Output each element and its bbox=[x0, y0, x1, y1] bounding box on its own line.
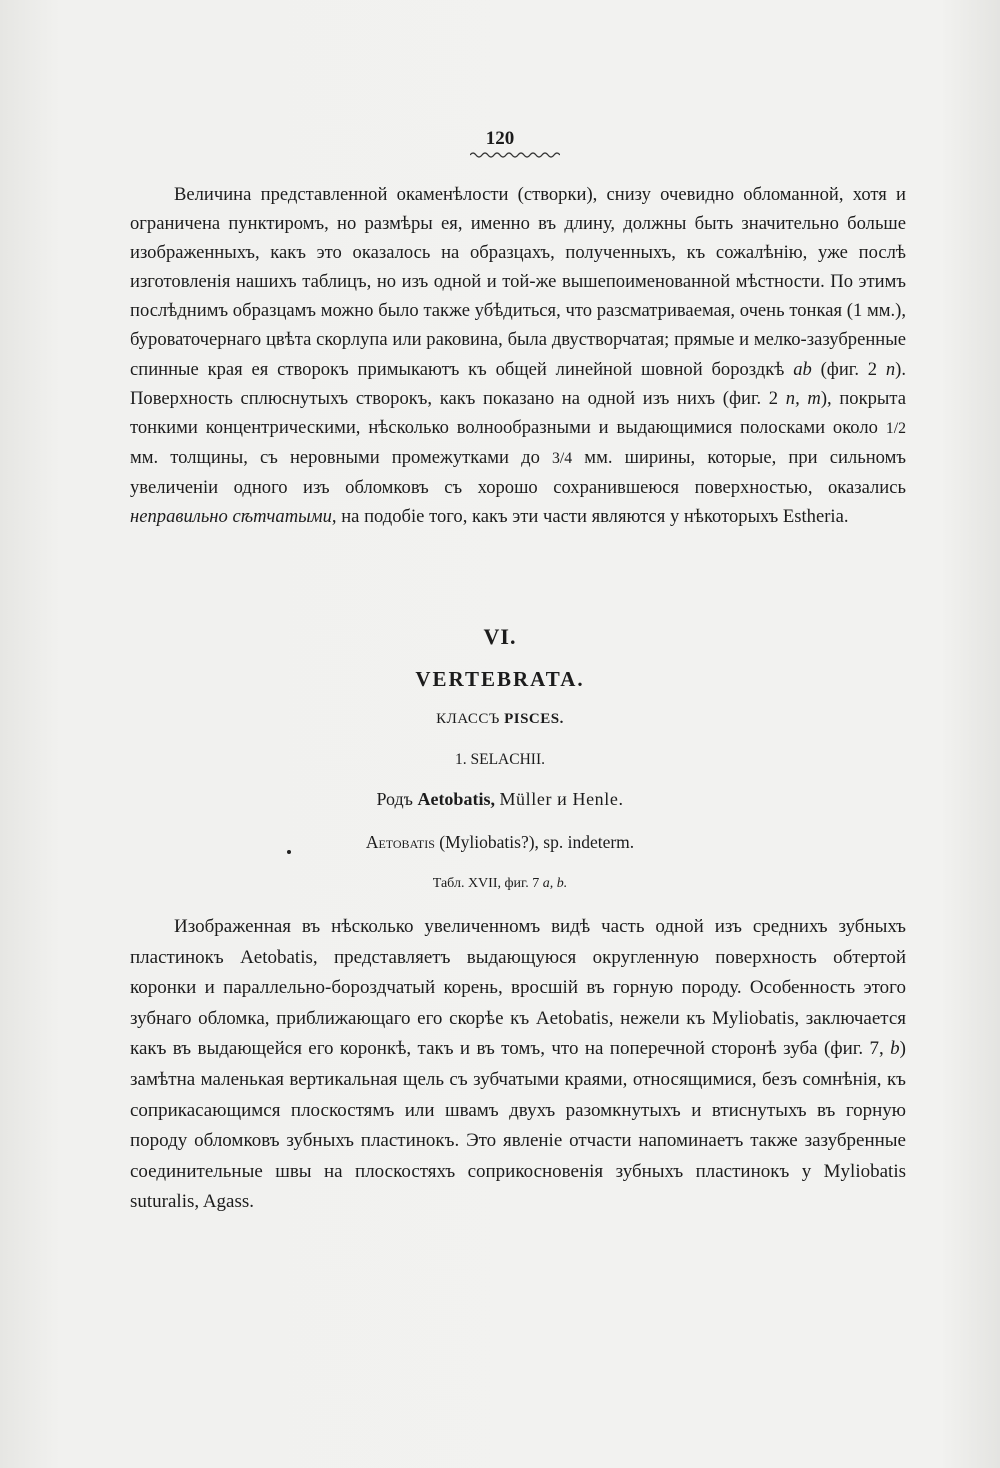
section-number: VI. bbox=[483, 624, 517, 649]
fraction-three-quarters: 3/4 bbox=[552, 449, 573, 467]
order-heading: 1. SELACHII. bbox=[455, 751, 545, 768]
italic-ab: ab bbox=[793, 358, 812, 380]
fraction-half: 1/2 bbox=[885, 419, 906, 437]
page-number: 120 bbox=[485, 128, 515, 149]
species-heading: Aetobatis (Myliobatis?), sp. indeterm. bbox=[365, 832, 635, 852]
genus-heading: Родъ Aetobatis, Müller и Henle. bbox=[376, 789, 624, 809]
plate-reference: Табл. XVII, фиг. 7 a, b. bbox=[432, 876, 568, 891]
class-heading: КЛАССЪ PISCES. bbox=[436, 711, 564, 727]
aetobatis-paragraph: Изображенная въ нѣсколько увеличенномъ видѣ часть одной изъ среднихъ зубныхъ пластинокъ Aetobatis, представляетъ выдающуюся округленную поверхность обтертой коронки и параллельно-бороздчатый корень, вросшій въ горную породу. Особенность этого зубнаго обломка, приближающаго его скорѣе къ Aetobatis, нежели къ Myliobatis, заключается какъ въ выдающейся его коронкѣ, такъ и въ томъ, что на поперечной сторонѣ зуба (фиг. 7, b) замѣтна маленькая вертикальная щель съ зубчатыми краями, относящимися, безъ сомнѣнія, къ соприкасающимся плоскостямъ или швамъ двухъ разомкнутыхъ и втиснутыхъ въ горную породу обломковъ зубныхъ пластинокъ. Это явленіе отчасти напоминаетъ также зазубренные соединительные швы на плоскостяхъ соприкосновенія зубныхъ пластинокъ у Myliobatis suturalis, Agass. bbox=[130, 916, 906, 1213]
description-paragraph: Величина представленной окаменѣлости (створки), снизу очевидно обломанной, хотя и ограничена пунктиромъ, но размѣры ея, именно въ длину, должны быть значительно больше изображенныхъ, какъ это оказалось на образцахъ, полученныхъ, къ сожалѣнію, уже послѣ изготовленія нашихъ таблицъ, но изъ одной и той-же вышепоименованной мѣстности. По этимъ послѣднимъ образцамъ можно было также убѣдиться, что разсматриваемая, очень тонкая (1 мм.), буроваточернаго цвѣта скорлупа или раковина, была двустворчатая; прямые и мелко-зазубренные спинные края ея створокъ примыкаютъ къ общей линейной шовной бороздкѣ ab (фиг. 2 n). Поверхность сплюснутыхъ створокъ, какъ показано на одной изъ нихъ (фиг. 2 n, m), покрыта тонкими концентрическими, нѣсколько волнообразными и выдающимися полосками около 1/2 мм. толщины, съ неровными промежутками до 3/4 мм. ширины, которые, при сильномъ увеличеніи одного изъ обломковъ съ хорошо сохранившеюся поверхностью, оказались неправильно сѣтчатыми, на подобіе того, какъ эти части являются у нѣкоторыхъ Estheria. bbox=[130, 184, 906, 528]
section-title: VERTEBRATA. bbox=[415, 667, 585, 691]
page-number-ornament bbox=[470, 150, 560, 160]
italic-reticulate: неправильно сѣтчатыми bbox=[130, 506, 332, 528]
